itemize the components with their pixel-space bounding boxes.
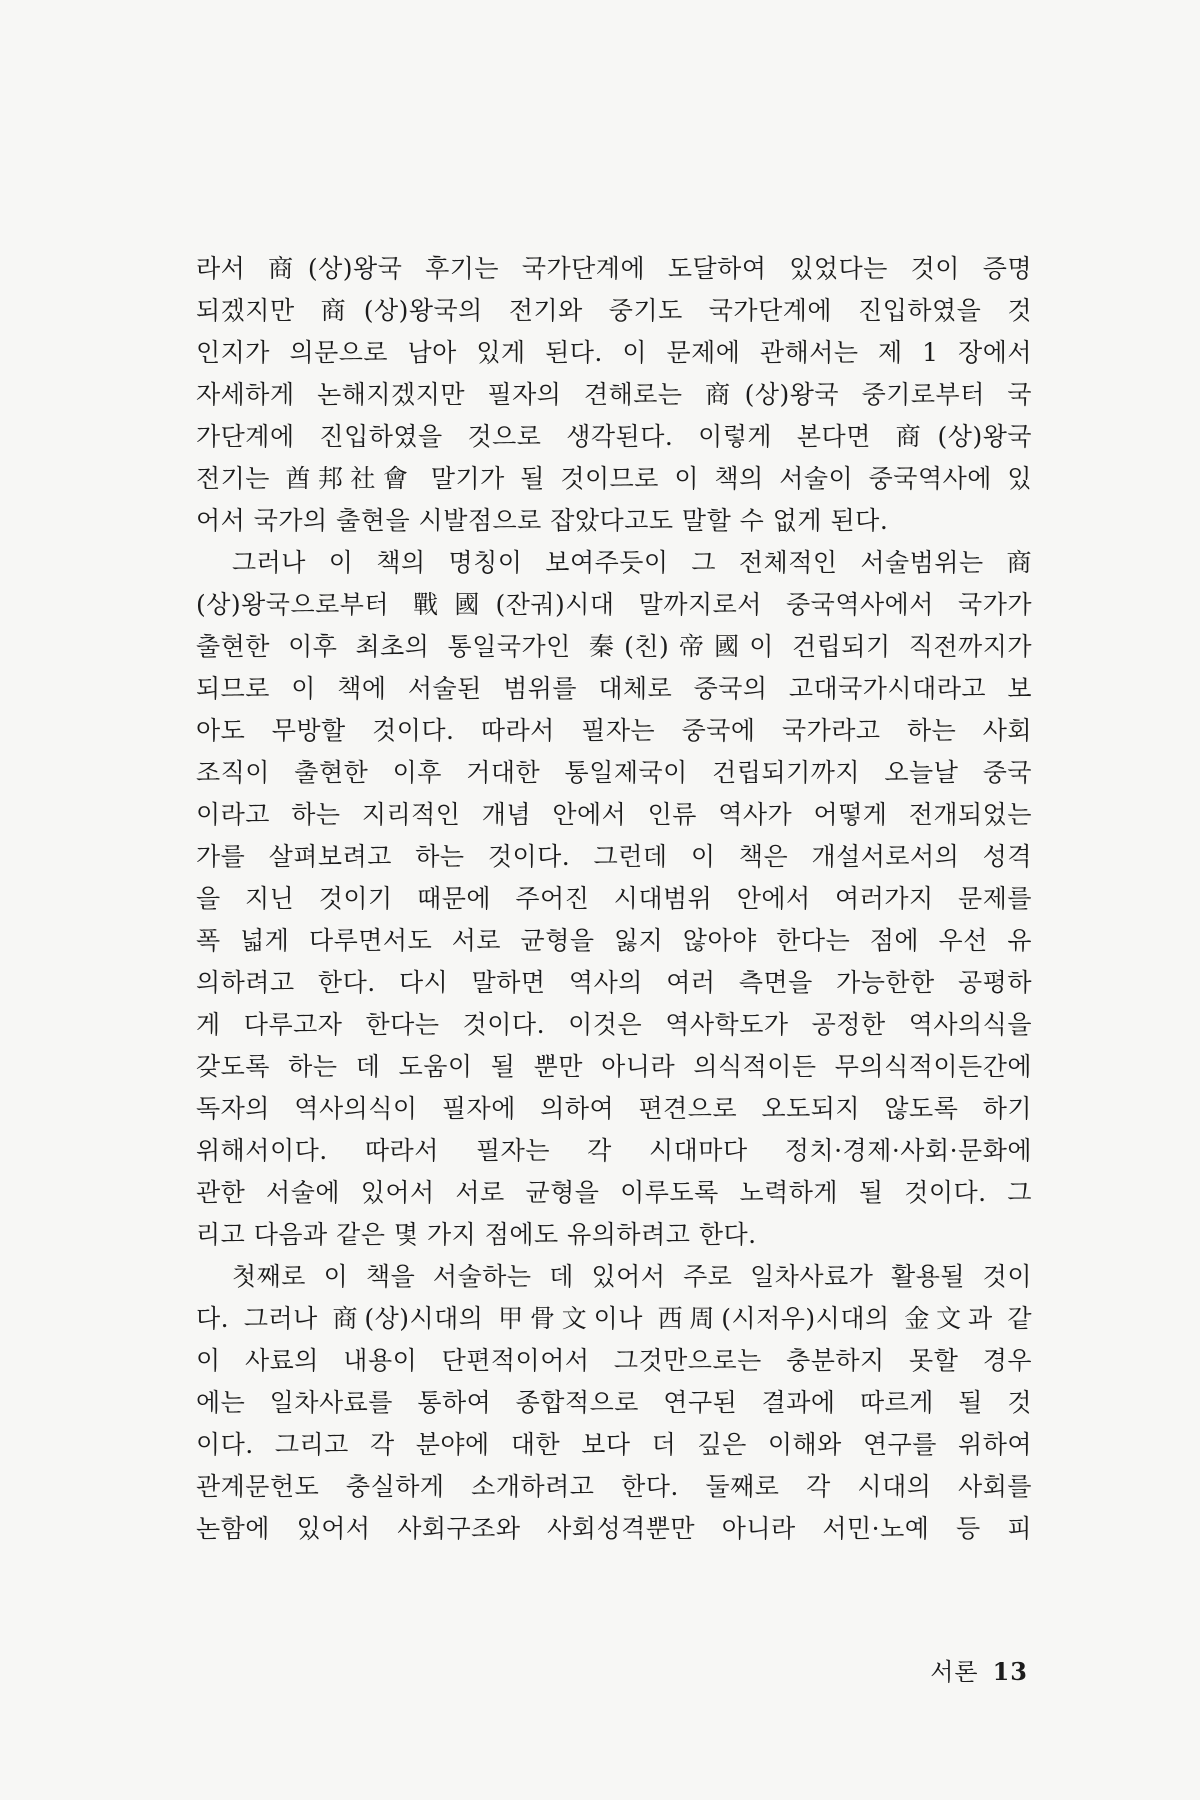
text-line: 폭 넓게 다루면서도 서로 균형을 잃지 않아야 한다는 점에 우선 유 — [196, 926, 1032, 955]
text-line: 조직이 출현한 이후 거대한 통일제국이 건립되기까지 오늘날 중국 — [196, 758, 1032, 787]
text-line: 위해서이다. 따라서 필자는 각 시대마다 정치·경제·사회·문화에 — [196, 1136, 1032, 1165]
text-line: 이다. 그리고 각 분야에 대한 보다 더 깊은 이해와 연구를 위하여 — [196, 1430, 1032, 1459]
page-number: 13 — [992, 1657, 1028, 1686]
text-line: 어서 국가의 출현을 시발점으로 잡았다고도 말할 수 없게 된다. — [196, 506, 889, 535]
page-footer — [930, 1652, 1028, 1687]
text-line: 에는 일차사료를 통하여 종합적으로 연구된 결과에 따르게 될 것 — [196, 1388, 1032, 1417]
text-line: 독자의 역사의식이 필자에 의하여 편견으로 오도되지 않도록 하기 — [196, 1094, 1032, 1123]
text-line: 가를 살펴보려고 하는 것이다. 그런데 이 책은 개설서로서의 성격 — [196, 842, 1032, 871]
text-line: 가단계에 진입하였을 것으로 생각된다. 이렇게 본다면 商(상)왕국 — [196, 422, 1032, 451]
text-line: 이 사료의 내용이 단편적이어서 그것만으로는 충분하지 못할 경우 — [196, 1346, 1032, 1375]
text-line: 리고 다음과 같은 몇 가지 점에도 유의하려고 한다. — [196, 1220, 757, 1249]
text-line: (상)왕국으로부터 戰國(잔궈)시대 말까지로서 중국역사에서 국가가 — [196, 590, 1032, 619]
text-line: 그러나 이 책의 명칭이 보여주듯이 그 전체적인 서술범위는 商 — [232, 548, 1032, 577]
paragraph-3 — [196, 1256, 1032, 1550]
paragraph-1 — [196, 248, 1032, 542]
text-line: 관한 서술에 있어서 서로 균형을 이루도록 노력하게 될 것이다. 그 — [196, 1178, 1032, 1207]
text-line: 게 다루고자 한다는 것이다. 이것은 역사학도가 공정한 역사의식을 — [196, 1010, 1032, 1039]
text-line: 전기는 酋邦社會 말기가 될 것이므로 이 책의 서술이 중국역사에 있 — [196, 464, 1032, 493]
text-line: 의하려고 한다. 다시 말하면 역사의 여러 측면을 가능한한 공평하 — [196, 968, 1032, 997]
text-line: 아도 무방할 것이다. 따라서 필자는 중국에 국가라고 하는 사회 — [196, 716, 1032, 745]
paragraph-2 — [196, 542, 1032, 1256]
text-line: 첫째로 이 책을 서술하는 데 있어서 주로 일차사료가 활용될 것이 — [232, 1262, 1032, 1291]
text-line: 이라고 하는 지리적인 개념 안에서 인류 역사가 어떻게 전개되었는 — [196, 800, 1032, 829]
text-line: 자세하게 논해지겠지만 필자의 견해로는 商(상)왕국 중기로부터 국 — [196, 380, 1032, 409]
text-line: 인지가 의문으로 남아 있게 된다. 이 문제에 관해서는 제 1 장에서 — [196, 338, 1032, 367]
text-line: 다. 그러나 商(상)시대의 甲骨文이나 西周(시저우)시대의 金文과 같 — [196, 1304, 1032, 1333]
text-line: 되겠지만 商(상)왕국의 전기와 중기도 국가단계에 진입하였을 것 — [196, 296, 1032, 325]
text-line: 출현한 이후 최초의 통일국가인 秦(친)帝國이 건립되기 직전까지가 — [196, 632, 1032, 661]
text-line: 라서 商(상)왕국 후기는 국가단계에 도달하여 있었다는 것이 증명 — [196, 254, 1032, 283]
section-label: 서론 — [930, 1658, 979, 1686]
text-line: 논함에 있어서 사회구조와 사회성격뿐만 아니라 서민·노예 등 피 — [196, 1514, 1032, 1543]
text-line: 을 지닌 것이기 때문에 주어진 시대범위 안에서 여러가지 문제를 — [196, 884, 1032, 913]
text-line: 갖도록 하는 데 도움이 될 뿐만 아니라 의식적이든 무의식적이든간에 — [196, 1052, 1032, 1081]
text-line: 관계문헌도 충실하게 소개하려고 한다. 둘째로 각 시대의 사회를 — [196, 1472, 1032, 1501]
text-line: 되므로 이 책에 서술된 범위를 대체로 중국의 고대국가시대라고 보 — [196, 674, 1032, 703]
